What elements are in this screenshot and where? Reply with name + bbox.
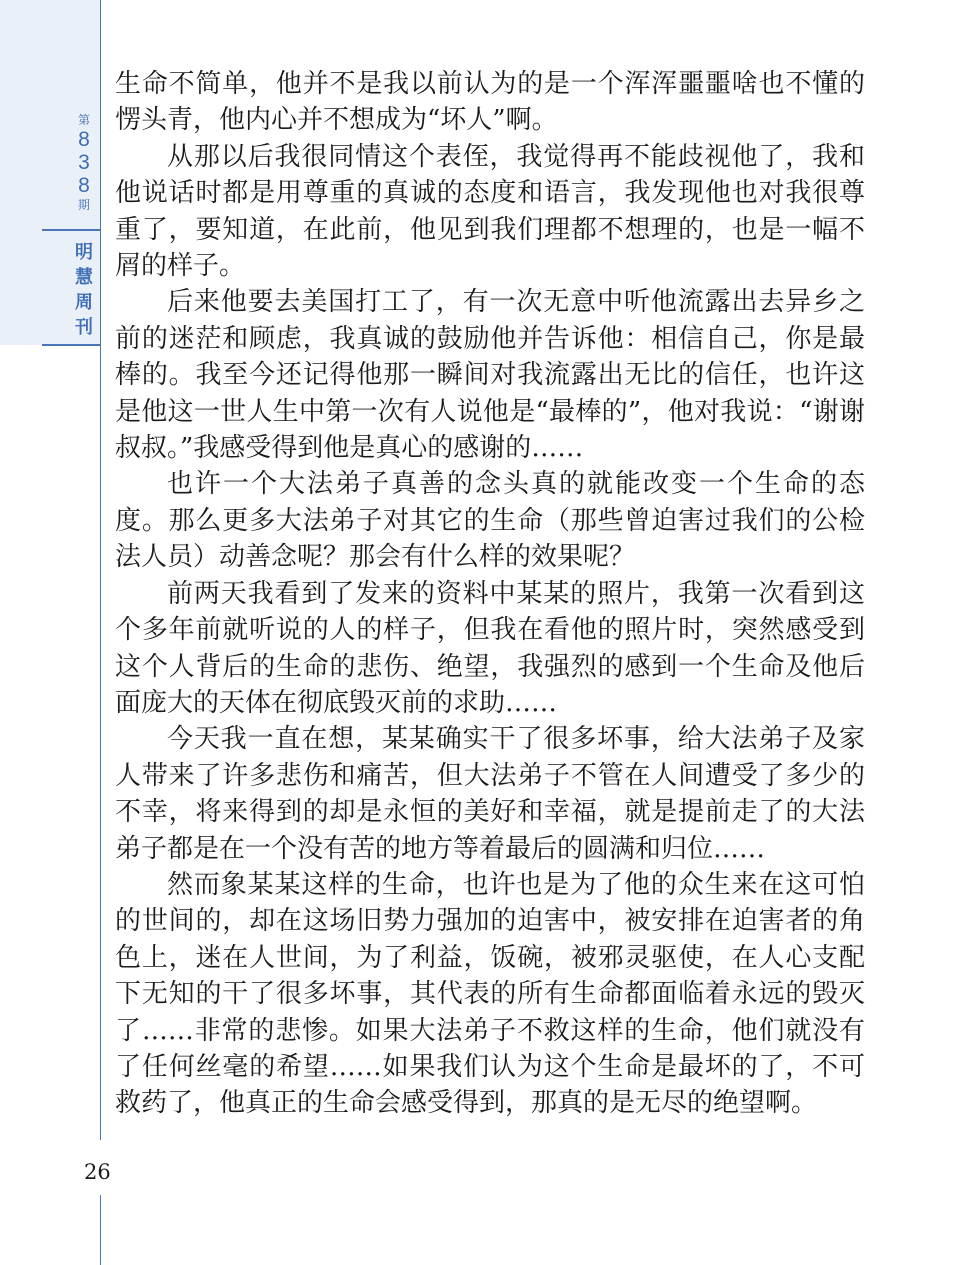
sidebar [0, 0, 101, 1265]
sidebar-divider-lower [100, 1195, 101, 1265]
issue-digit: 8 [78, 174, 90, 197]
sidebar-rule-bottom [42, 344, 101, 346]
sidebar-rule-top [42, 229, 101, 231]
magazine-name [70, 240, 98, 340]
sidebar-divider [100, 0, 101, 1140]
magazine-name-char: 周 [75, 292, 93, 313]
magazine-name-char: 明 [75, 242, 93, 263]
paragraph: 今天我一直在想，某某确实干了很多坏事，给大法弟子及家人带来了许多悲伤和痛苦，但大法弟子不管在人间遭受了多少的不幸，将来得到的却是永恒的美好和幸福，就是提前走了的大法弟子都是在一个没有苦的地方等着最后的圆满和归位…… [115, 724, 865, 864]
paragraph: 然而象某某这样的生命，也许也是为了他的众生来在这可怕的世间的，却在这场旧势力强加的迫害中，被安排在迫害者的角色上，迷在人世间，为了利益，饭碗，被邪灵驱使，在人心支配下无知的干了很多坏事，其代表的所有生命都面临着永远的毁灭了……非常的悲惨。如果大法弟子不救这样的生命，他们就没有了任何丝毫的希望……如果我们认为这个生命是最坏的了，不可救药了，他真正的生命会感受得到，那真的是无尽的绝望啊。 [115, 869, 865, 1119]
issue-digit: 3 [78, 151, 90, 174]
paragraph: 后来他要去美国打工了，有一次无意中听他流露出去异乡之前的迷茫和顾虑，我真诚的鼓励他并告诉他：相信自己，你是最棒的。我至今还记得他那一瞬间对我流露出无比的信任，也许这是他这一世人生中第一次有人说他是“最棒的”，他对我说：“谢谢叔叔。”我感受得到他是真心的感谢的…… [115, 287, 865, 464]
issue-digit: 8 [78, 128, 90, 151]
issue-suffix: 期 [77, 198, 90, 212]
issue-number [70, 112, 98, 213]
magazine-name-char: 刊 [75, 317, 93, 338]
paragraph: 从那以后我很同情这个表侄，我觉得再不能歧视他了，我和他说话时都是用尊重的真诚的态度和语言，我发现他也对我很尊重了，要知道，在此前，他见到我们理都不想理的，也是一幅不屑的样子。 [115, 141, 865, 282]
paragraph: 生命不简单，他并不是我以前认为的是一个浑浑噩噩啥也不懂的愣头青，他内心并不想成为“坏人”啊。 [115, 69, 865, 136]
issue-prefix: 第 [77, 113, 90, 127]
paragraph: 前两天我看到了发来的资料中某某的照片，我第一次看到这个多年前就听说的人的样子，但我在看他的照片时，突然感受到这个人背后的生命的悲伤、绝望，我强烈的感到一个生命及他后面庞大的天体在彻底毁灭前的求助…… [115, 578, 865, 718]
magazine-name-char: 慧 [75, 267, 93, 288]
page-number: 26 [84, 1160, 111, 1184]
paragraph: 也许一个大法弟子真善的念头真的就能改变一个生命的态度。那么更多大法弟子对其它的生命（那些曾迫害过我们的公检法人员）动善念呢？那会有什么样的效果呢？ [115, 469, 865, 573]
article-body [115, 66, 865, 1122]
